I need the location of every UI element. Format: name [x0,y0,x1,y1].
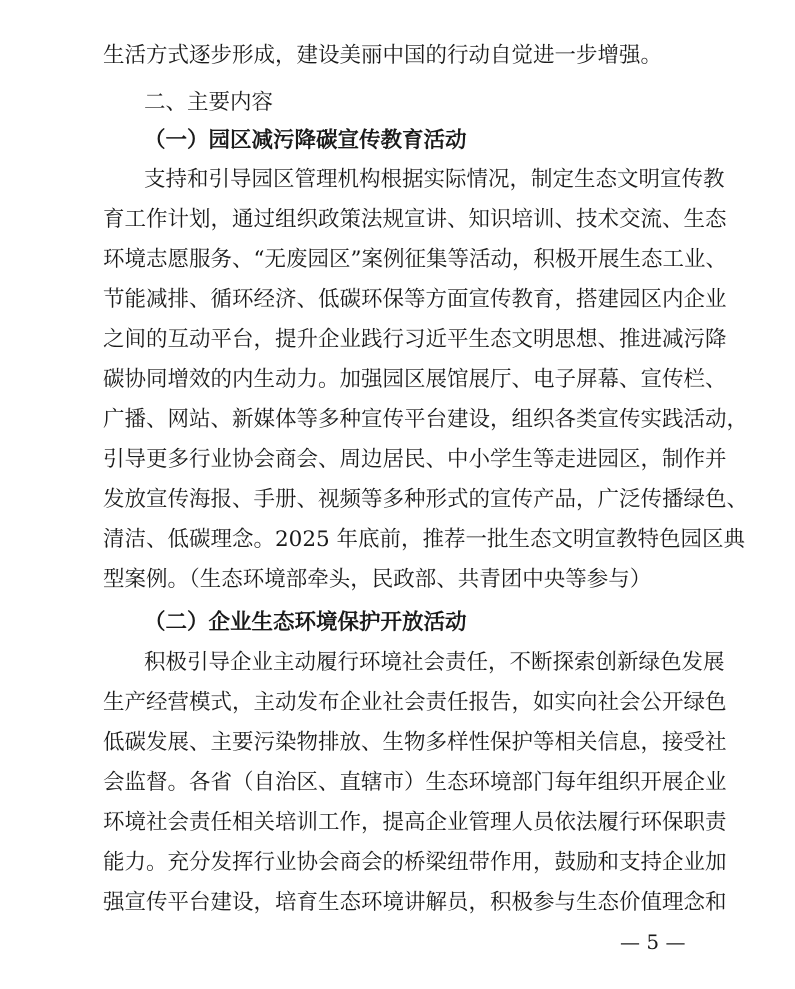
subsection1-line: 支持和引导园区管理机构根据实际情况，制定生态文明宣传教 [144,167,725,192]
subsection1-line: 型案例。（生态环境部牵头，民政部、共青团中央等参与） [103,567,652,592]
subsection2-line: 低碳发展、主要污染物排放、生物多样性保护等相关信息，接受社 [103,730,727,755]
section-heading: 二、主要内容 [144,90,274,115]
intro-line: 生活方式逐步形成，建设美丽中国的行动自觉进一步增强。 [103,43,663,68]
subsection2-line: 生产经营模式，主动发布企业社会责任报告，如实向社会公开绿色 [103,690,727,715]
subsection1-line: 节能减排、循环经济、低碳环保等方面宣传教育，搭建园区内企业 [103,287,727,312]
subsection2-title: （二）企业生态环境保护开放活动 [144,610,467,635]
subsection1-line: 广播、网站、新媒体等多种宣传平台建设，组织各类宣传实践活动， [103,407,749,432]
subsection2-line: 积极引导企业主动履行环境社会责任，不断探索创新绿色发展 [144,650,725,675]
subsection2-line: 会监督。各省（自治区、直辖市）生态环境部门每年组织开展企业 [103,770,727,795]
subsection2-line: 环境社会责任相关培训工作，提高企业管理人员依法履行环保职责 [103,810,727,835]
subsection1-line: 引导更多行业协会商会、周边居民、中小学生等走进园区，制作并 [103,447,727,472]
subsection1-line: 清洁、低碳理念。2025 年底前，推荐一批生态文明宣教特色园区典 [103,527,746,552]
subsection1-line: 育工作计划，通过组织政策法规宣讲、知识培训、技术交流、生态 [103,207,727,232]
subsection1-line: 碳协同增效的内生动力。加强园区展馆展厅、电子屏幕、宣传栏、 [103,367,727,392]
subsection1-title: （一）园区减污降碳宣传教育活动 [144,128,467,153]
subsection1-line: 发放宣传海报、手册、视频等多种形式的宣传产品，广泛传播绿色、 [103,487,749,512]
page-number: — 5 — [620,930,686,954]
subsection1-line: 环境志愿服务、“无废园区”案例征集等活动，积极开展生态工业、 [103,247,727,272]
subsection2-line: 强宣传平台建设，培育生态环境讲解员，积极参与生态价值理念和 [103,890,727,915]
subsection1-line: 之间的互动平台，提升企业践行习近平生态文明思想、推进减污降 [103,327,727,352]
subsection2-line: 能力。充分发挥行业协会商会的桥梁纽带作用，鼓励和支持企业加 [103,850,727,875]
